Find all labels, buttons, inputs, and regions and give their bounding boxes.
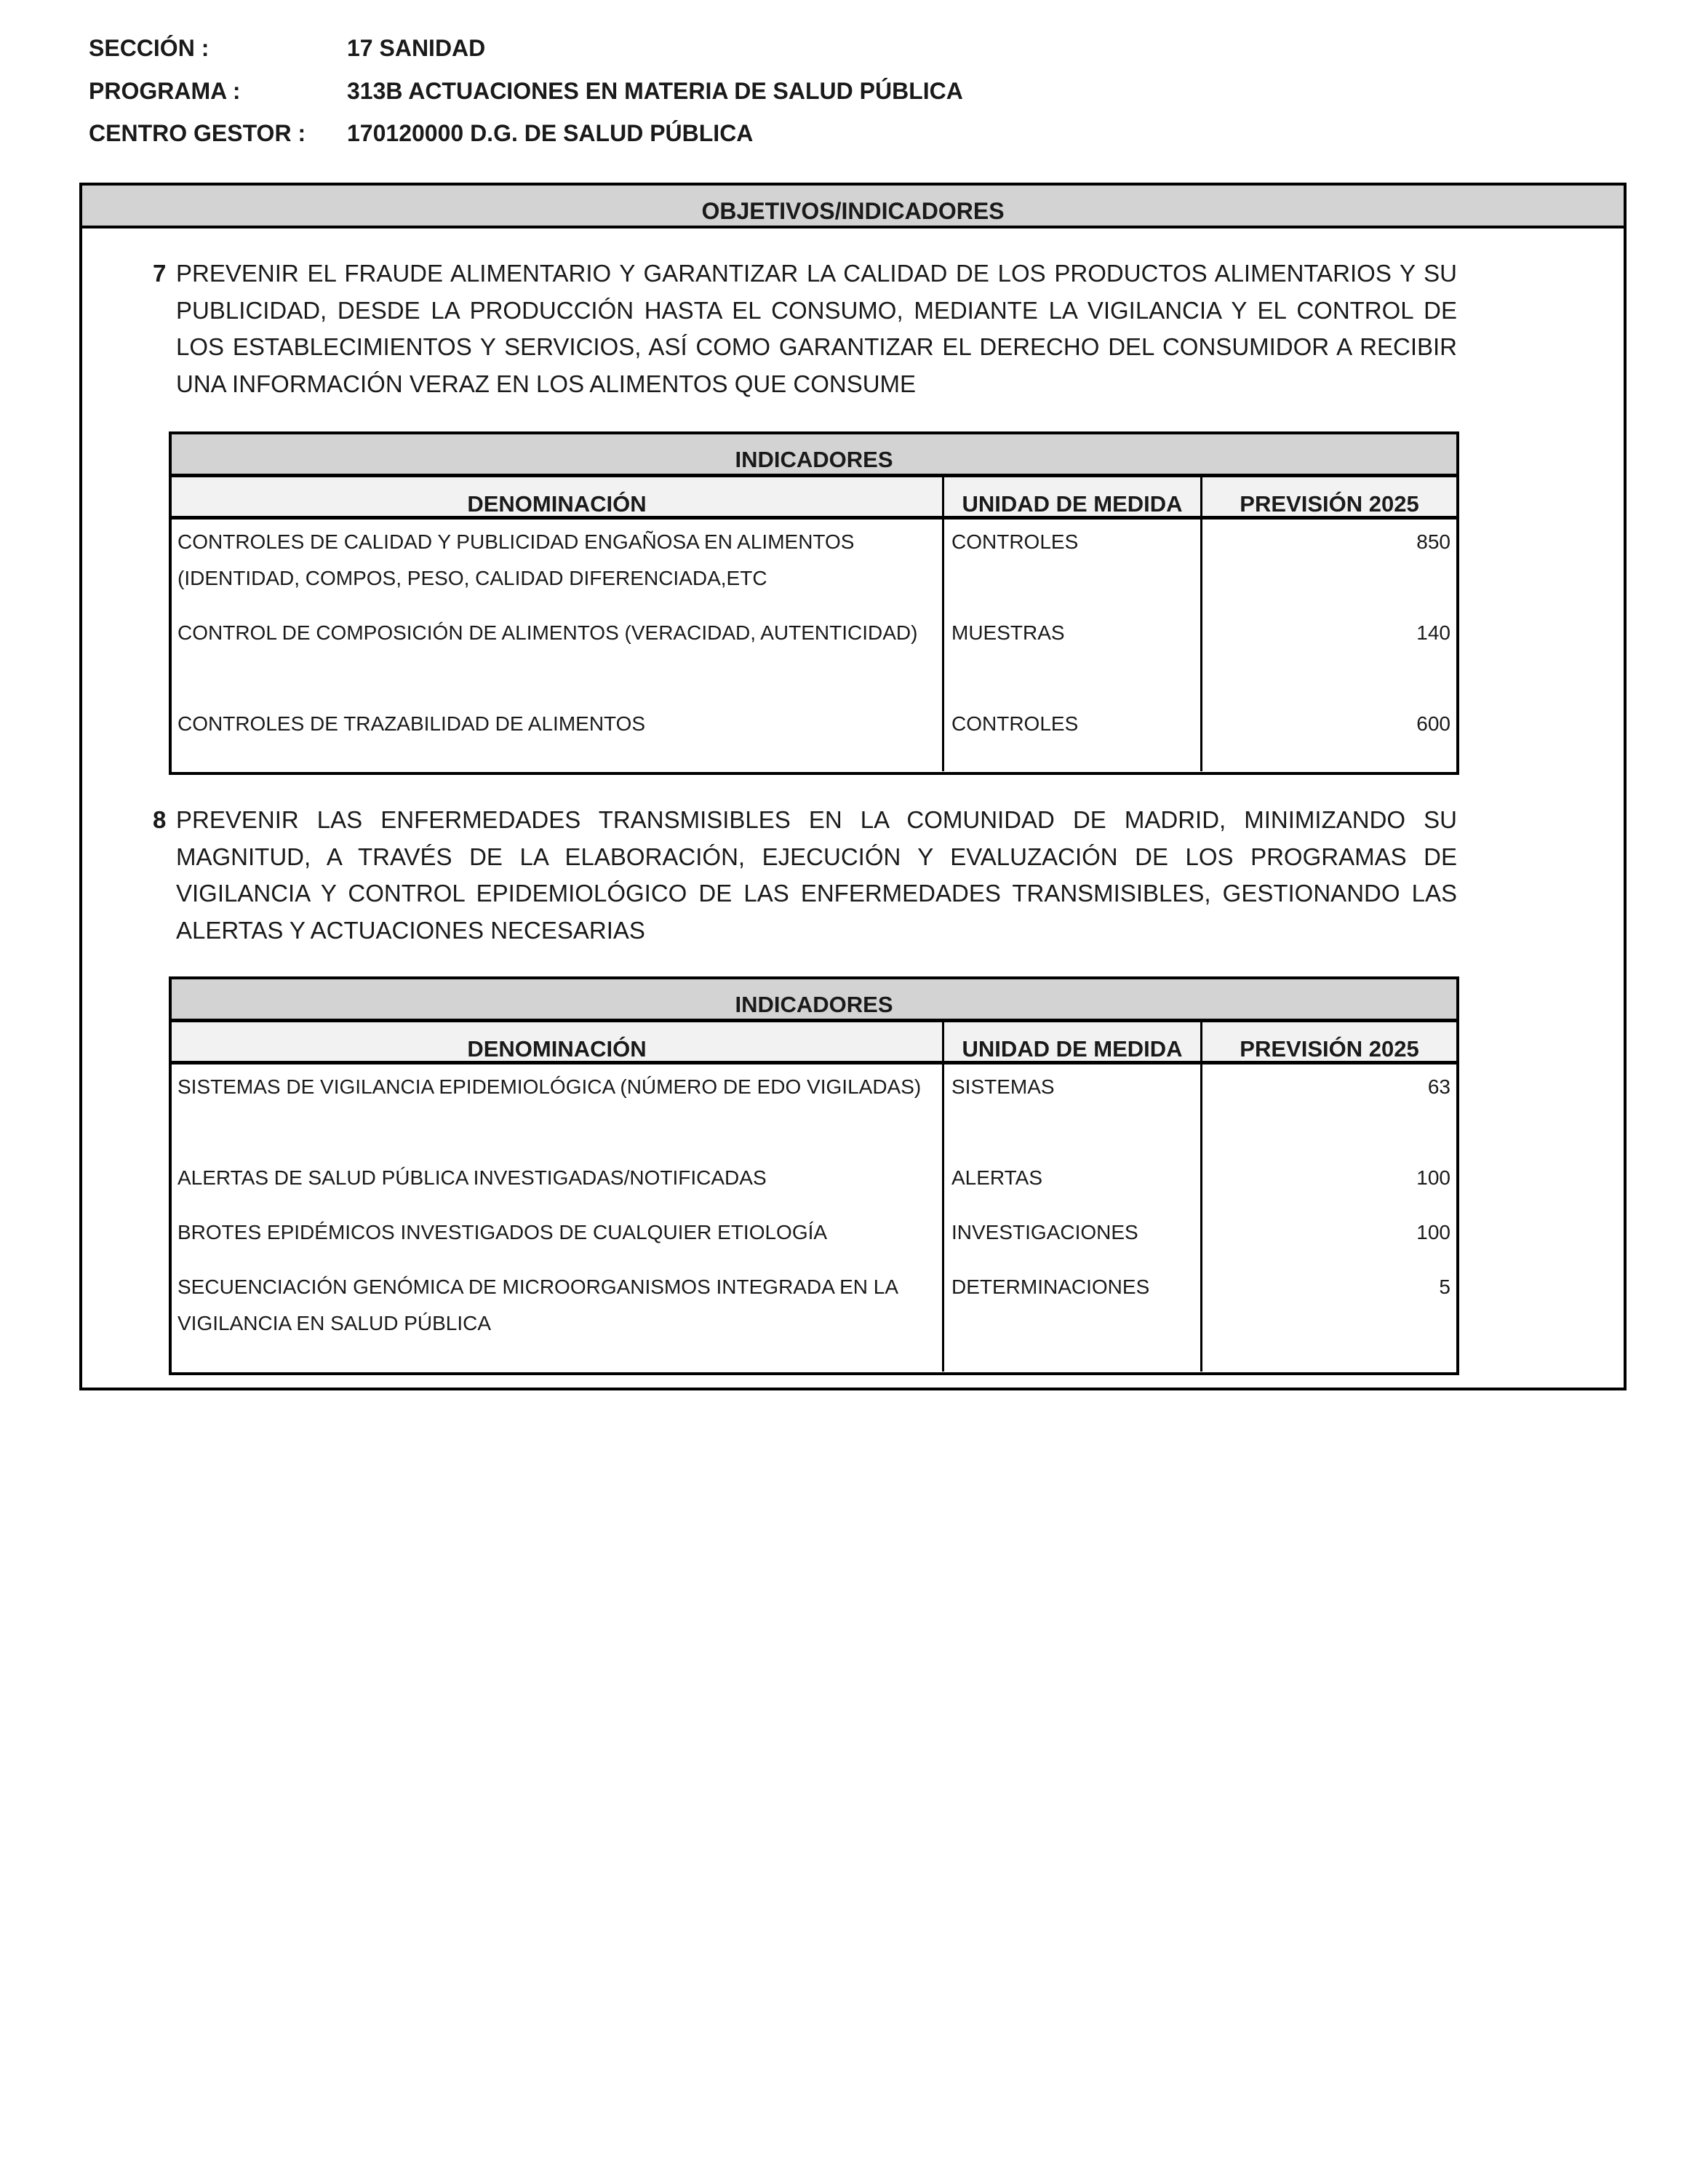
denominacion-cell: CONTROL DE COMPOSICIÓN DE ALIMENTOS (VERACIDAD, AUTENTICIDAD) [177, 621, 918, 644]
unidad-cell: DETERMINACIONES [951, 1275, 1150, 1298]
programa-value: 313B ACTUACIONES EN MATERIA DE SALUD PÚBLICA [347, 78, 963, 104]
objective-text: PREVENIR EL FRAUDE ALIMENTARIO Y GARANTIZAR LA CALIDAD DE LOS PRODUCTOS ALIMENTARIOS Y SU PUBLICIDAD, DESDE LA PRODUCCIÓN HASTA EL CONSUMO, MEDIANTE LA VIGILANCIA Y EL CONTROL DE LOS ESTABLECIMIENTOS Y SERVICIOS, ASÍ COMO GARANTIZAR EL DERECHO DEL CONSUMIDOR A RECIBIR UNA INFORMACIÓN VERAZ EN LOS ALIMENTOS QUE CONSUME [176, 260, 1457, 397]
prevision-cell: 63 [1427, 1075, 1450, 1098]
indicators-table-title: INDICADORES [172, 434, 1456, 477]
prevision-cell: 100 [1416, 1221, 1450, 1243]
indicators-table-body [172, 520, 1456, 771]
prevision-cell: 600 [1416, 712, 1450, 735]
indicators-table-body [172, 1064, 1456, 1372]
prevision-cell: 140 [1416, 621, 1450, 644]
prevision-cell: 5 [1439, 1275, 1450, 1298]
table-row [172, 706, 1456, 760]
unidad-cell: MUESTRAS [951, 621, 1065, 644]
prevision-cell: 100 [1416, 1166, 1450, 1189]
denominacion-cell: CONTROLES DE CALIDAD Y PUBLICIDAD ENGAÑOSA EN ALIMENTOS (IDENTIDAD, COMPOS, PESO, CALIDAD DIFERENCIADA,ETC [177, 530, 855, 589]
column-header-prevision: PREVISIÓN 2025 [1200, 1022, 1456, 1061]
prevision-cell: 850 [1416, 530, 1450, 553]
column-header-denominacion: DENOMINACIÓN [467, 1036, 647, 1061]
denominacion-cell: ALERTAS DE SALUD PÚBLICA INVESTIGADAS/NOTIFICADAS [177, 1166, 767, 1189]
denominacion-cell: SISTEMAS DE VIGILANCIA EPIDEMIOLÓGICA (NÚMERO DE EDO VIGILADAS) [177, 1075, 922, 1098]
column-header-unidad: UNIDAD DE MEDIDA [942, 477, 1200, 516]
denominacion-cell: SECUENCIACIÓN GENÓMICA DE MICROORGANISMOS INTEGRADA EN LA VIGILANCIA EN SALUD PÚBLICA [177, 1275, 898, 1334]
table-row [172, 615, 1456, 706]
column-header-prevision: PREVISIÓN 2025 [1200, 477, 1456, 516]
objective-7 [153, 255, 1462, 402]
unidad-cell: SISTEMAS [951, 1075, 1055, 1098]
table-row [172, 524, 1456, 615]
unidad-cell: INVESTIGACIONES [951, 1221, 1138, 1243]
indicators-table-header [172, 477, 1456, 520]
seccion-value: 17 SANIDAD [347, 35, 486, 61]
objective-text: PREVENIR LAS ENFERMEDADES TRANSMISIBLES EN LA COMUNIDAD DE MADRID, MINIMIZANDO SU MAGNITUD, A TRAVÉS DE LA ELABORACIÓN, EJECUCIÓN Y EVALUZACIÓN DE LOS PROGRAMAS DE VIGILANCIA Y CONTROL EPIDEMIOLÓGICO DE LAS ENFERMEDADES TRANSMISIBLES, GESTIONANDO LAS ALERTAS Y ACTUACIONES NECESARIAS [176, 806, 1457, 944]
centro-gestor-label: CENTRO GESTOR : [89, 120, 306, 146]
objetivos-indicadores-box [79, 183, 1627, 1390]
column-header-unidad: UNIDAD DE MEDIDA [942, 1022, 1200, 1061]
table-row [172, 1069, 1456, 1160]
denominacion-cell: CONTROLES DE TRAZABILIDAD DE ALIMENTOS [177, 712, 646, 735]
objective-number: 8 [153, 806, 167, 833]
indicators-table-title: INDICADORES [172, 979, 1456, 1022]
unidad-cell: CONTROLES [951, 712, 1079, 735]
seccion-label: SECCIÓN : [89, 35, 209, 61]
section-title: OBJETIVOS/INDICADORES [82, 186, 1624, 228]
indicators-table-7 [169, 431, 1459, 775]
table-row [172, 1214, 1456, 1269]
table-row [172, 1160, 1456, 1214]
denominacion-cell: BROTES EPIDÉMICOS INVESTIGADOS DE CUALQUIER ETIOLOGÍA [177, 1221, 828, 1243]
unidad-cell: CONTROLES [951, 530, 1079, 553]
objective-8 [153, 802, 1462, 949]
objective-number: 7 [153, 260, 167, 287]
table-row [172, 1269, 1456, 1360]
indicators-table-header [172, 1022, 1456, 1064]
unidad-cell: ALERTAS [951, 1166, 1043, 1189]
column-header-denominacion: DENOMINACIÓN [467, 491, 647, 516]
programa-label: PROGRAMA : [89, 78, 241, 104]
indicators-table-8 [169, 976, 1459, 1375]
centro-gestor-value: 170120000 D.G. DE SALUD PÚBLICA [347, 120, 754, 146]
